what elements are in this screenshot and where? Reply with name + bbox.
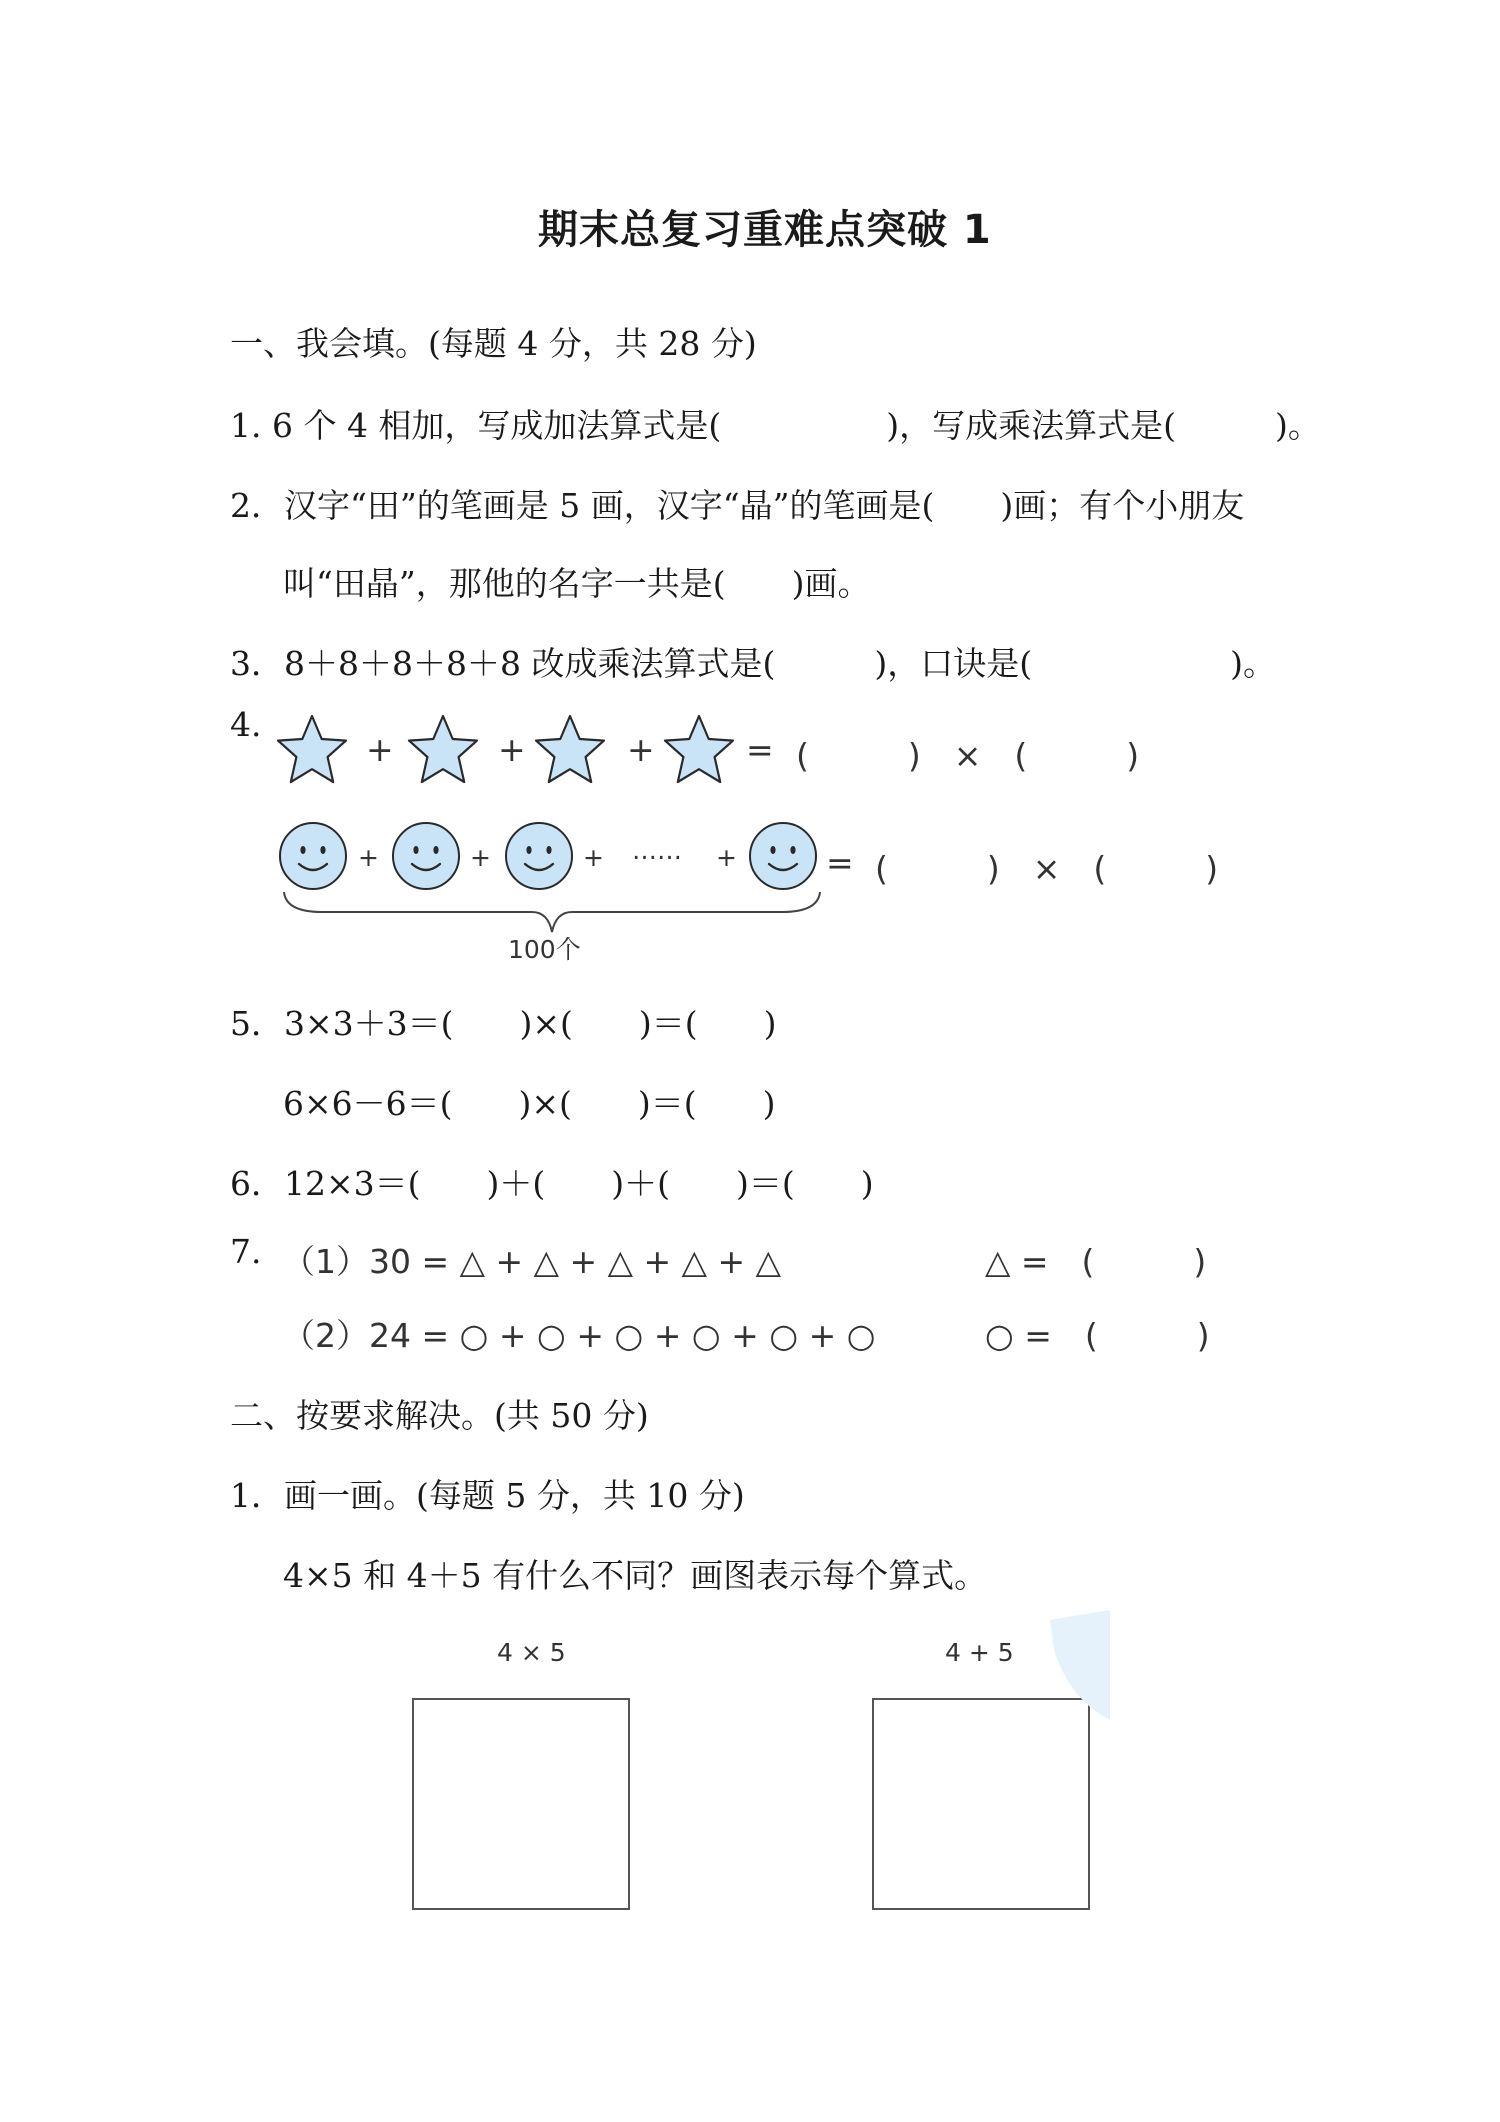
- smiley-icon: [390, 820, 462, 892]
- section-one-heading: 一、我会填。(每题 4 分，共 28 分): [230, 324, 757, 363]
- question-7-number: 7.: [230, 1232, 262, 1271]
- question-7-part-1: （1）30 = △ + △ + △ + △ + △: [282, 1242, 782, 1281]
- box-label-right: 4 + 5: [945, 1638, 1014, 1667]
- watermark-shield-icon: [1050, 1610, 1110, 1730]
- question-7-answer-2: ○ = ( ): [985, 1316, 1210, 1355]
- star-icon: [659, 712, 739, 790]
- smiley-icon: [277, 820, 349, 892]
- star-answer-blanks: ( ) × ( ): [796, 736, 1140, 775]
- plus-sign: +: [716, 843, 737, 872]
- equals-sign: =: [826, 843, 854, 882]
- smiley-icon: [503, 820, 575, 892]
- plus-sign: +: [358, 843, 379, 872]
- question-4-number: 4.: [230, 705, 262, 744]
- equals-sign: =: [746, 730, 774, 769]
- plus-sign: +: [366, 730, 394, 769]
- question-1: 1. 6 个 4 相加，写成加法算式是( )，写成乘法算式是( )。: [230, 406, 1321, 445]
- plus-sign: +: [583, 843, 604, 872]
- question-3: 3．8＋8＋8＋8＋8 改成乘法算式是( )，口诀是( )。: [230, 644, 1276, 683]
- smiley-answer-blanks: ( ) × ( ): [875, 849, 1219, 888]
- page-title: 期末总复习重难点突破 1: [538, 207, 992, 253]
- drawing-box-left[interactable]: [412, 1698, 630, 1910]
- question-5-line-1: 5．3×3＋3＝( )×( )＝( ): [230, 1004, 777, 1043]
- star-icon: [403, 712, 483, 790]
- question-2-line-2: 叫“田晶”，那他的名字一共是( )画。: [283, 564, 871, 603]
- section-two-prompt: 4×5 和 4＋5 有什么不同？画图表示每个算式。: [283, 1556, 988, 1595]
- question-7-part-2: （2）24 = ○ + ○ + ○ + ○ + ○ + ○: [282, 1316, 876, 1355]
- plus-sign: +: [498, 730, 526, 769]
- question-7-answer-1: △ = ( ): [985, 1242, 1207, 1281]
- ellipsis: ……: [632, 836, 682, 865]
- plus-sign: +: [627, 730, 655, 769]
- star-icon: [530, 712, 610, 790]
- question-6: 6．12×3＝( )＋( )＋( )＝( ): [230, 1164, 874, 1203]
- box-label-left: 4 × 5: [497, 1638, 566, 1667]
- smiley-icon: [747, 820, 819, 892]
- star-icon: [272, 712, 352, 790]
- plus-sign: +: [470, 843, 491, 872]
- section-two-question-1: 1．画一画。(每题 5 分，共 10 分): [230, 1476, 745, 1515]
- section-two-heading: 二、按要求解决。(共 50 分): [230, 1396, 649, 1435]
- brace-count-label: 100个: [508, 935, 581, 964]
- question-5-line-2: 6×6－6＝( )×( )＝( ): [283, 1084, 776, 1123]
- question-2-line-1: 2．汉字“田”的笔画是 5 画，汉字“晶”的笔画是( )画；有个小朋友: [230, 486, 1245, 525]
